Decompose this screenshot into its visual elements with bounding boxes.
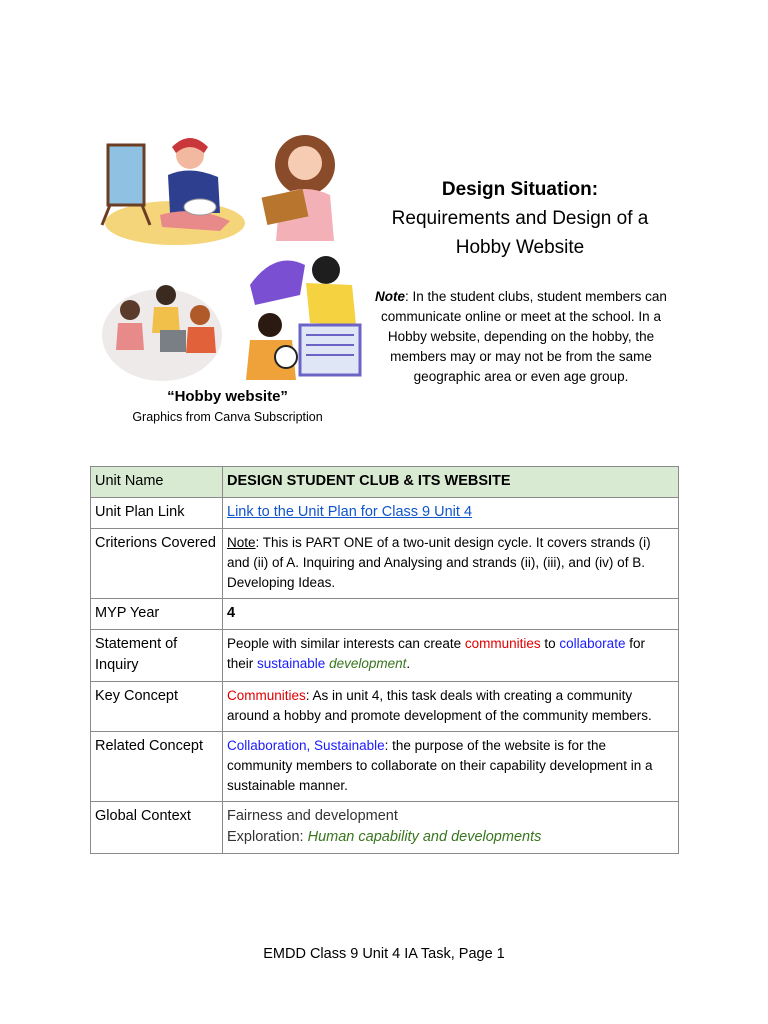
unit-plan-value	[223, 498, 679, 529]
unit-plan-link[interactable]: Link to the Unit Plan for Class 9 Unit 4	[227, 504, 473, 520]
statement-part3: for their	[227, 636, 645, 671]
table-row	[91, 599, 679, 630]
table-row	[91, 802, 679, 854]
table-row	[91, 467, 679, 498]
illustration-title: “Hobby website”	[167, 388, 288, 405]
unit-name-key: Unit Name	[91, 467, 223, 498]
criterions-text: : This is PART ONE of a two-unit design cycle. It covers strands (i) and (ii) of A. Inquiring and Analysing and strands (ii), (iii), and (iv) of B. Developing Ideas.	[227, 535, 651, 590]
related-concept-text: : the purpose of the website is for the community members to collaborate on their capability development in a sustainable manner.	[227, 738, 653, 793]
statement-word-development: development	[329, 656, 407, 671]
design-situation-heading	[370, 175, 670, 262]
related-concept-value	[223, 732, 679, 802]
unit-table	[90, 466, 679, 854]
myp-year-value	[223, 599, 679, 630]
table-row	[91, 529, 679, 599]
design-note	[370, 287, 672, 387]
key-concept-value	[223, 682, 679, 732]
key-concept-term: Communities	[227, 688, 306, 703]
note-label: Note	[375, 289, 406, 304]
design-subtitle: Requirements and Design of a Hobby Website	[391, 208, 649, 258]
statement-word-sustainable: sustainable	[257, 656, 326, 671]
design-title: Design Situation:	[441, 179, 599, 200]
unit-name-text: DESIGN STUDENT CLUB & ITS WEBSITE	[227, 473, 511, 489]
key-concept-text: : As in unit 4, this task deals with creating a community around a hobby and promote development of the community members.	[227, 688, 652, 723]
exploration-label: Exploration:	[227, 829, 308, 845]
global-context-key: Global Context	[91, 802, 223, 854]
unit-name-value	[223, 467, 679, 498]
page-footer: EMDD Class 9 Unit 4 IA Task, Page 1	[263, 946, 505, 962]
criterions-key: Criterions Covered	[91, 529, 223, 599]
related-concept-key: Related Concept	[91, 732, 223, 802]
criterions-note-label: Note	[227, 535, 256, 550]
hobby-illustration-icon	[100, 135, 365, 385]
criterions-value	[223, 529, 679, 599]
statement-word-collaborate: collaborate	[559, 636, 626, 651]
easel-canvas	[108, 145, 144, 205]
myp-year-text: 4	[227, 605, 236, 621]
table-row	[91, 732, 679, 802]
unit-plan-key: Unit Plan Link	[91, 498, 223, 529]
statement-part1: People with similar interests can create	[227, 636, 465, 651]
global-context-line1: Fairness and development	[227, 808, 398, 824]
table-row	[91, 682, 679, 732]
illustration-credit: Graphics from Canva Subscription	[132, 410, 323, 424]
statement-key: Statement of Inquiry	[91, 630, 223, 682]
note-text: : In the student clubs, student members can communicate online or meet at the school. In a Hobby website, depending on the hobby, the members may or may not be from the same geographic area or even age group.	[381, 289, 667, 384]
related-concept-term: Collaboration, Sustainable	[227, 738, 385, 753]
statement-value	[223, 630, 679, 682]
statement-part2: to	[540, 636, 560, 651]
newspaper-shape	[300, 325, 360, 375]
myp-year-key: MYP Year	[91, 599, 223, 630]
table-row	[91, 630, 679, 682]
statement-part5: .	[406, 656, 411, 671]
statement-word-communities: communities	[464, 636, 541, 651]
exploration-value: Human capability and developments	[307, 829, 542, 845]
table-row	[91, 498, 679, 529]
global-context-value	[223, 802, 679, 854]
key-concept-key: Key Concept	[91, 682, 223, 732]
